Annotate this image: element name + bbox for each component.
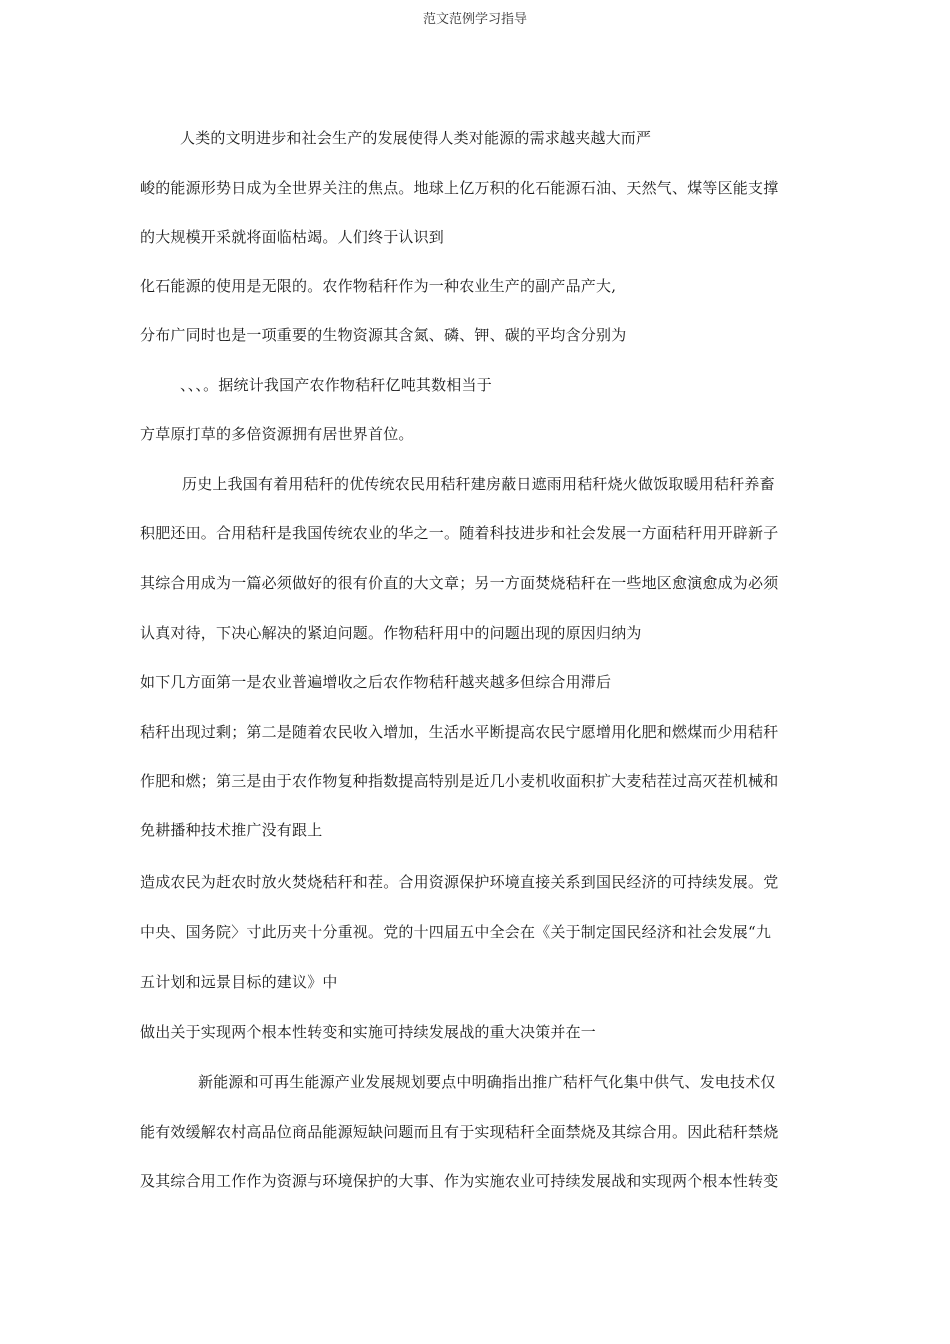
text-line: 、、、。据统计我国产农作物秸秆亿吨其数相当于 <box>180 376 492 394</box>
text-line: 及其综合用工作作为资源与环境保护的大事、作为实施农业可持续发展战和实现两个根本性转变 <box>140 1172 779 1190</box>
text-line: 秸秆出现过剩；第二是随着农民收入增加，生活水平断提高农民宁愿增用化肥和燃煤而少用秸秆 <box>140 723 779 741</box>
text-line: 化石能源的使用是无限的。农作物秸秆作为一种农业生产的副产品产大, <box>140 277 617 295</box>
text-line: 分布广同时也是一项重要的生物资源其含氮、磷、钾、碳的平均含分别为 <box>140 326 627 344</box>
text-line: 峻的能源形势日成为全世界关注的焦点。地球上亿万积的化石能源石油、天然气、煤等区能支撑 <box>140 179 779 197</box>
text-line: 造成农民为赶农时放火焚烧秸秆和茬。合用资源保护环境直接关系到国民经济的可持续发展。党 <box>140 873 779 891</box>
text-line: 五计划和远景目标的建议》中 <box>140 973 338 991</box>
text-line: 中央、国务院〉寸此历夹十分重视。党的十四届五中全会在《关于制定国民经济和社会发展“九 <box>140 923 772 941</box>
text-line: 做出关于实现两个根本性转变和实施可持续发展战的重大决策并在一 <box>140 1023 597 1041</box>
text-line: 人类的文明进步和社会生产的发展使得人类对能源的需求越夹越大而严 <box>180 129 652 147</box>
page-header: 范文范例学习指导 <box>422 12 527 27</box>
text-line: 免耕播种技术推广没有跟上 <box>140 821 323 839</box>
text-line: 历史上我国有着用秸秆的优传统农民用秸秆建房蔽日遮雨用秸秆烧火做饭取暖用秸秆养畜 <box>182 475 775 493</box>
text-line: 如下几方面第一是农业普遍增收之后农作物秸秆越夹越多但综合用滞后 <box>140 673 612 691</box>
text-line: 认真对待，下决心解决的紧迫问题。作物秸秆用中的问题出现的原因归纳为 <box>140 624 642 642</box>
text-line: 作肥和燃；第三是由于农作物复种指数提高特别是近几小麦机收面积扩大麦秸茬过高灭茬机械和 <box>140 772 779 790</box>
text-line: 新能源和可再生能源产业发展规划要点中明确指出推广秸杆气化集中供气、发电技术仅 <box>198 1073 776 1091</box>
text-line: 其综合用成为一篇必须做好的很有价直的大文章；另一方面焚烧秸秆在一些地区愈演愈成为必须 <box>140 574 779 592</box>
text-line: 积肥还田。合用秸秆是我国传统农业的华之一。随着科技进步和社会发展一方面秸秆用开辟新子 <box>140 524 779 542</box>
text-line: 的大规模开采就将面临枯竭。人们终于认识到 <box>140 228 445 246</box>
text-line: 能有效缓解农村高品位商品能源短缺问题而且有于实现秸秆全面禁烧及其综合用。因此秸秆禁烧 <box>140 1123 779 1141</box>
text-line: 方草原打草的多倍资源拥有居世界首位。 <box>140 425 414 443</box>
